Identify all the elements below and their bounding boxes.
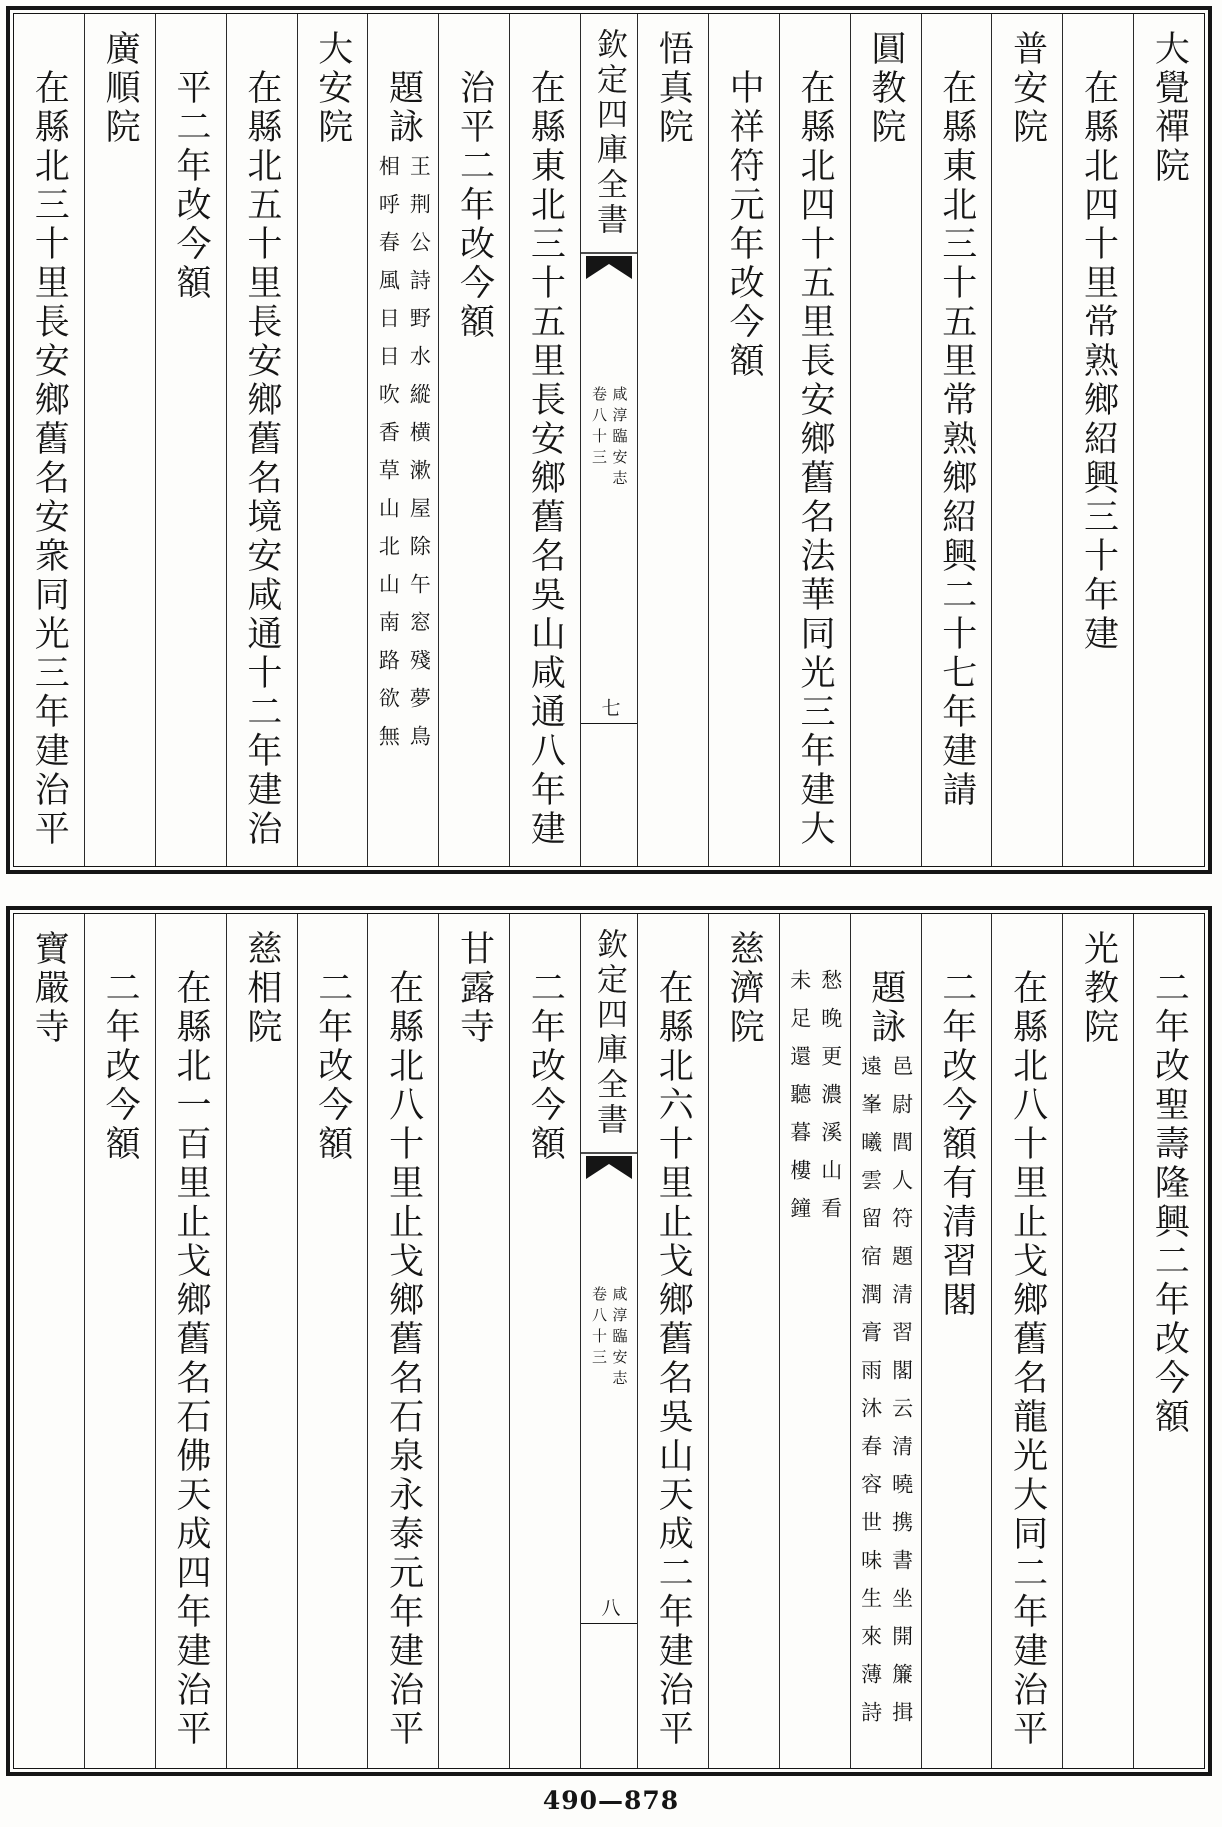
- column-entry: [509, 914, 580, 1768]
- column-temple-heading: [226, 914, 297, 1768]
- book-info: [581, 386, 637, 491]
- poem-line-left: 相呼春風日日吹香草山北山南路欲無: [376, 155, 401, 763]
- poem-label: 題詠: [865, 969, 906, 1047]
- poem-label: 題詠: [383, 69, 424, 147]
- column-entry: [155, 14, 226, 866]
- column-entry: [297, 914, 368, 1768]
- poem-line-right: 愁晚更濃溪山看: [818, 969, 843, 1235]
- entry-text: 二年改今額: [525, 969, 566, 1164]
- column-temple-heading: [1062, 914, 1133, 1768]
- column-entry: [991, 914, 1062, 1768]
- temple-name: 悟真院: [653, 30, 694, 147]
- column-temple-heading: [1133, 14, 1204, 866]
- column-entry: [367, 914, 438, 1768]
- column-entry: [155, 914, 226, 1768]
- column-entry: [226, 14, 297, 866]
- entry-text: 在縣東北三十五里常熟鄉紹興二十七年建請: [936, 69, 977, 810]
- column-entry: [921, 914, 992, 1768]
- entry-text: 二年改今額: [100, 969, 141, 1164]
- column-temple-heading: [297, 14, 368, 866]
- entry-text: 在縣北六十里止戈鄉舊名吳山天成二年建治平: [653, 969, 694, 1749]
- column-entry: [637, 914, 708, 1768]
- center-column: [580, 914, 637, 1768]
- poem-line-left: 未足還聽暮樓鐘: [787, 969, 812, 1235]
- entry-text: 在縣北四十五里長安鄉舊名法華同光三年建大: [794, 69, 835, 849]
- book-title: 咸淳臨安志: [610, 1286, 629, 1391]
- folio-box: [581, 1598, 637, 1624]
- column-temple-heading: [84, 14, 155, 866]
- column-temple-heading: [850, 14, 921, 866]
- collection-title: 欽定四庫全書: [591, 928, 628, 1138]
- column-entry: [438, 14, 509, 866]
- column-temple-heading: [708, 914, 779, 1768]
- poem-annotation: [858, 1055, 912, 1739]
- page-frame: [13, 913, 1205, 1769]
- temple-name: 甘露寺: [454, 930, 495, 1047]
- temple-name: 光教院: [1078, 930, 1119, 1047]
- column-temple-heading: [991, 14, 1062, 866]
- poem-annotation: [788, 969, 842, 1235]
- temple-name: 圓教院: [865, 30, 906, 147]
- folio-number: 七: [598, 698, 621, 717]
- column-poem-continued: [779, 914, 850, 1768]
- entry-text: 在縣北一百里止戈鄉舊名石佛天成四年建治平: [170, 969, 211, 1749]
- page-frame: [13, 13, 1205, 867]
- volume-number: 卷八十三: [590, 1286, 608, 1370]
- temple-name: 慈濟院: [724, 930, 765, 1047]
- volume-number: 卷八十三: [590, 386, 608, 470]
- entry-text: 在縣北八十里止戈鄉舊名石泉永泰元年建治平: [383, 969, 424, 1749]
- entry-text: 在縣北三十里長安鄉舊名安衆同光三年建治平: [29, 69, 70, 849]
- column-entry: [1133, 914, 1204, 1768]
- column-poem: [850, 914, 921, 1768]
- page-reference: 490—878: [542, 1786, 680, 1815]
- poem-block: [858, 914, 912, 1739]
- entry-text: 在縣北八十里止戈鄉舊名龍光大同二年建治平: [1007, 969, 1048, 1749]
- entry-text: 二年改今額有清習閣: [936, 969, 977, 1320]
- temple-name: 普安院: [1007, 30, 1048, 147]
- fishtail-mark: [581, 1152, 637, 1182]
- entry-text: 二年改今額: [312, 969, 353, 1164]
- column-entry: [1062, 14, 1133, 866]
- column-entry: [14, 14, 84, 866]
- temple-name: 大覺禪院: [1149, 30, 1190, 186]
- poem-line-right: 邑尉閭人符題清習閣云清曉携書坐開簾揖: [889, 1055, 914, 1739]
- entry-text: 平二年改今額: [170, 69, 211, 303]
- book-title: 咸淳臨安志: [610, 386, 629, 491]
- entry-text: 中祥符元年改今額: [724, 69, 765, 381]
- poem-block: [788, 914, 842, 1235]
- column-entry: [779, 14, 850, 866]
- folio-number: 八: [598, 1598, 621, 1617]
- fishtail-mark: [581, 252, 637, 282]
- temple-name: 慈相院: [241, 930, 282, 1047]
- column-temple-heading: [14, 914, 84, 1768]
- folio-box: [581, 698, 637, 724]
- page-bottom: [6, 906, 1212, 1776]
- entry-text: 在縣東北三十五里長安鄉舊名吳山咸通八年建: [525, 69, 566, 849]
- column-entry: [509, 14, 580, 866]
- page-top: [6, 6, 1212, 874]
- temple-name: 大安院: [312, 30, 353, 147]
- poem-line-right: 王荆公詩野水縱横漱屋除午窓殘夢鳥: [407, 155, 432, 763]
- center-column: [580, 14, 637, 866]
- entry-text: 在縣北五十里長安鄉舊名境安咸通十二年建治: [241, 69, 282, 849]
- poem-block: [376, 14, 430, 763]
- collection-title: 欽定四庫全書: [591, 28, 628, 238]
- poem-line-left: 遠峯曦雲留宿潤膏雨沐春容世味生來薄詩: [858, 1055, 883, 1739]
- column-temple-heading: [438, 914, 509, 1768]
- column-poem: [367, 14, 438, 866]
- entry-text: 二年改聖壽隆興二年改今額: [1149, 969, 1190, 1437]
- column-entry: [708, 14, 779, 866]
- column-temple-heading: [637, 14, 708, 866]
- book-info: [581, 1286, 637, 1391]
- column-entry: [84, 914, 155, 1768]
- entry-text: 治平二年改今額: [454, 69, 495, 342]
- poem-annotation: [376, 155, 430, 763]
- column-entry: [921, 14, 992, 866]
- temple-name: 寶嚴寺: [29, 930, 70, 1047]
- entry-text: 在縣北四十里常熟鄉紹興三十年建: [1078, 69, 1119, 654]
- temple-name: 廣順院: [100, 30, 141, 147]
